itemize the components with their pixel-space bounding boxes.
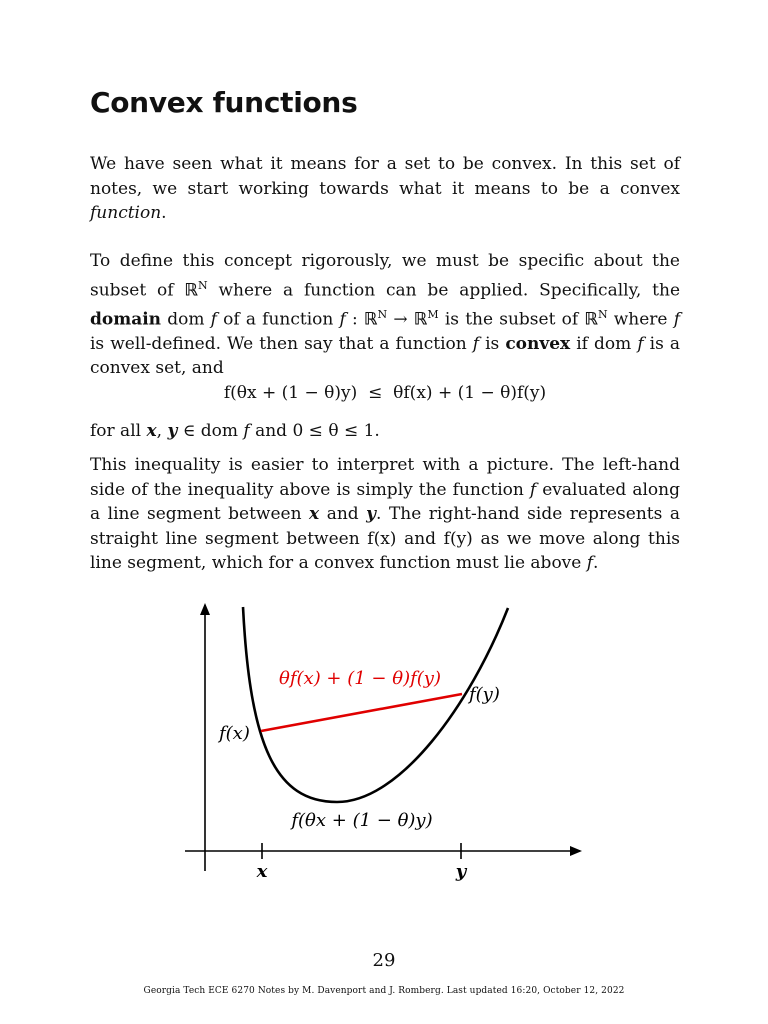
convexity-inequality bbox=[90, 383, 680, 403]
inequality-relation: ≤ bbox=[368, 383, 383, 403]
page-number: 29 bbox=[372, 950, 396, 971]
tick-label-y: y bbox=[455, 861, 467, 882]
tick-label-x: x bbox=[256, 861, 268, 882]
chord-segment bbox=[261, 694, 462, 731]
page-footer: Georgia Tech ECE 6270 Notes by M. Davenport and J. Romberg. Last updated 16:20, October 12, 2022 bbox=[143, 986, 625, 996]
section-title: Convex functions bbox=[90, 86, 358, 119]
curve-label: f(θx + (1 − θ)y) bbox=[291, 810, 433, 831]
label-fx: f(x) bbox=[219, 723, 250, 744]
intro-paragraph: We have seen what it means for a set to be convex. In this set of notes, we start working towards what it means to be a convex function. bbox=[90, 154, 680, 223]
term-domain: domain bbox=[90, 309, 162, 330]
chord-label: θf(x) + (1 − θ)f(y) bbox=[279, 668, 441, 689]
convex-function-figure bbox=[0, 595, 768, 895]
definition-paragraph: To define this concept rigorously, we must be specific about the subset of ℝ$^N$ where a function can be applied. Specifically, the domain dom f of a function f : ℝ$^N$ → ℝ$^M$ is the subset of ℝ$^N$ where f is well-defined. We then say that a function f is convex if dom f is a convex set, and bbox=[90, 251, 681, 379]
interpretation-paragraph: This inequality is easier to interpret with a picture. The left-hand side of the inequality above is simply the function f evaluated along a line segment between x and y. The right-hand side represents a straight line segment between f(x) and f(y) as we move along this line segment, which for a convex function must lie above f. bbox=[90, 455, 680, 573]
inequality-lhs: f(θx + (1 − θ)y) bbox=[223, 383, 358, 403]
quantifier-line: for all x, y ∈ dom f and 0 ≤ θ ≤ 1. bbox=[90, 421, 380, 441]
term-convex: convex bbox=[505, 333, 571, 354]
label-fy: f(y) bbox=[469, 684, 500, 705]
inequality-rhs: θf(x) + (1 − θ)f(y) bbox=[393, 383, 547, 403]
